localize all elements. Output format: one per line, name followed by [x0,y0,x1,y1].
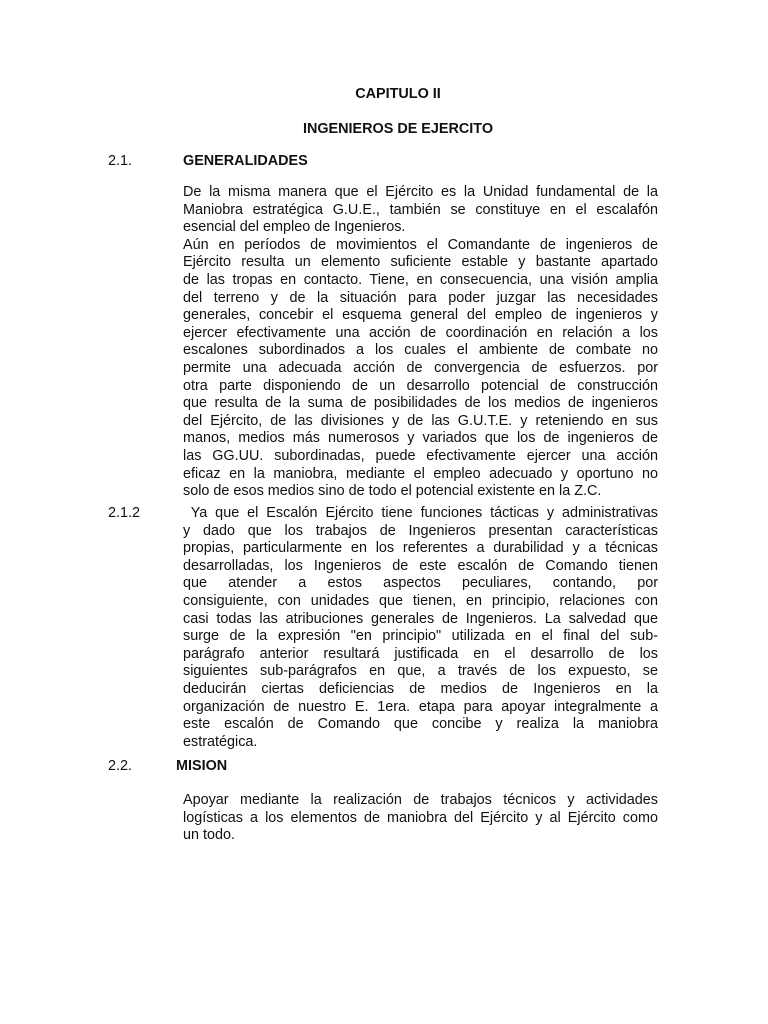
paragraph-line: casi todas las atribuciones generales de Ingenieros. La salvedad que [183,610,658,627]
paragraph-line: Ejército resulta un elemento suficiente estable y bastante apartado [183,254,658,271]
paragraph-line: Maniobra estratégica G.U.E., también se constituye en el escalafón [183,201,658,218]
paragraph-line: otra parte disponiendo de un desarrollo potencial de construcción [183,377,658,394]
paragraph-line: parágrafo anterior resultará justificada en el desarrollo de los [183,645,658,662]
paragraph-line: que atender a estos aspectos peculiares, contando, por [183,575,658,592]
section-number: 2.1. [108,153,133,169]
section-number: 2.2. [108,758,133,774]
paragraph-line: surge de la expresión "en principio" utilizada en el final del sub- [183,628,658,645]
paragraph-line: consiguiente, con unidades que tienen, en principio, relaciones con [183,592,658,609]
paragraph-line: Ya que el Escalón Ejército tiene funciones tácticas y administrativas [183,505,658,521]
paragraph-line: siguientes sub-parágrafos en que, a través de los expuesto, se [183,663,658,680]
paragraph-line: De la misma manera que el Ejército es la Unidad fundamental de la [183,184,658,200]
paragraph-line: de las tropas en contacto. Tiene, en consecuencia, una visión amplia [183,271,658,288]
paragraph-line: deducirán ciertas deficiencias de medios de Ingenieros en la [183,680,658,697]
paragraph-line: las GG.UU. subordinadas, puede efectivamente ejercer una acción [183,447,658,464]
paragraph-line: y dado que los trabajos de Ingenieros presentan características [183,522,658,539]
section-heading: MISION [176,758,228,774]
paragraph-line: del terreno y de la situación para poder juzgar las necesidades [183,289,658,306]
paragraph-line: manos, medios más numerosos y variados que los de ingenieros de [183,430,658,447]
chapter-subtitle: INGENIEROS DE EJERCITO [302,121,494,137]
paragraph-line: del Ejército, de las divisiones y de las G.U.T.E. y reteniendo en sus [183,412,658,429]
section-paragraph [183,184,658,501]
paragraph-line: estratégica. [183,733,258,750]
paragraph-line: logísticas a los elementos de maniobra del Ejército y al Ejército como [183,809,658,826]
paragraph-line: Apoyar mediante la realización de trabajos técnicos y actividades [183,792,658,808]
section-paragraph [183,792,658,845]
paragraph-line: Aún en períodos de movimientos el Comandante de ingenieros de [183,236,658,253]
paragraph-line: permite una adecuada acción de convergencia de esfuerzos. por [183,359,658,376]
paragraph-line: generales, concebir el esquema general del empleo de ingenieros y [183,307,658,324]
paragraph-line: propias, particularmente en los referentes a durabilidad y a técnicas [183,540,658,557]
paragraph-line: un todo. [183,827,236,844]
section-number: 2.1.2 [108,505,141,521]
chapter-title: CAPITULO II [355,86,441,102]
paragraph-line: organización de nuestro E. 1era. etapa para apoyar integralmente a [183,698,658,715]
paragraph-line: desarrolladas, los Ingenieros de este escalón de Comando tienen [183,557,658,574]
paragraph-line: solo de esos medios sino de todo el potencial existente en la Z.C. [183,483,602,500]
paragraph-line: escalones subordinados a los cuales el ambiente de combate no [183,342,658,359]
paragraph-line: esencial del empleo de Ingenieros. [183,219,406,236]
paragraph-line: ejercer efectivamente una acción de coordinación en relación a los [183,324,658,341]
section-paragraph [183,505,658,751]
section-heading: GENERALIDADES [183,153,308,169]
paragraph-line: este escalón de Comando que concibe y realiza la maniobra [183,716,658,733]
paragraph-line: que resulta de la suma de posibilidades de los medios de ingenieros [183,395,658,412]
paragraph-line: eficaz en la maniobra, mediante el empleo adecuado y oportuno no [183,465,658,482]
